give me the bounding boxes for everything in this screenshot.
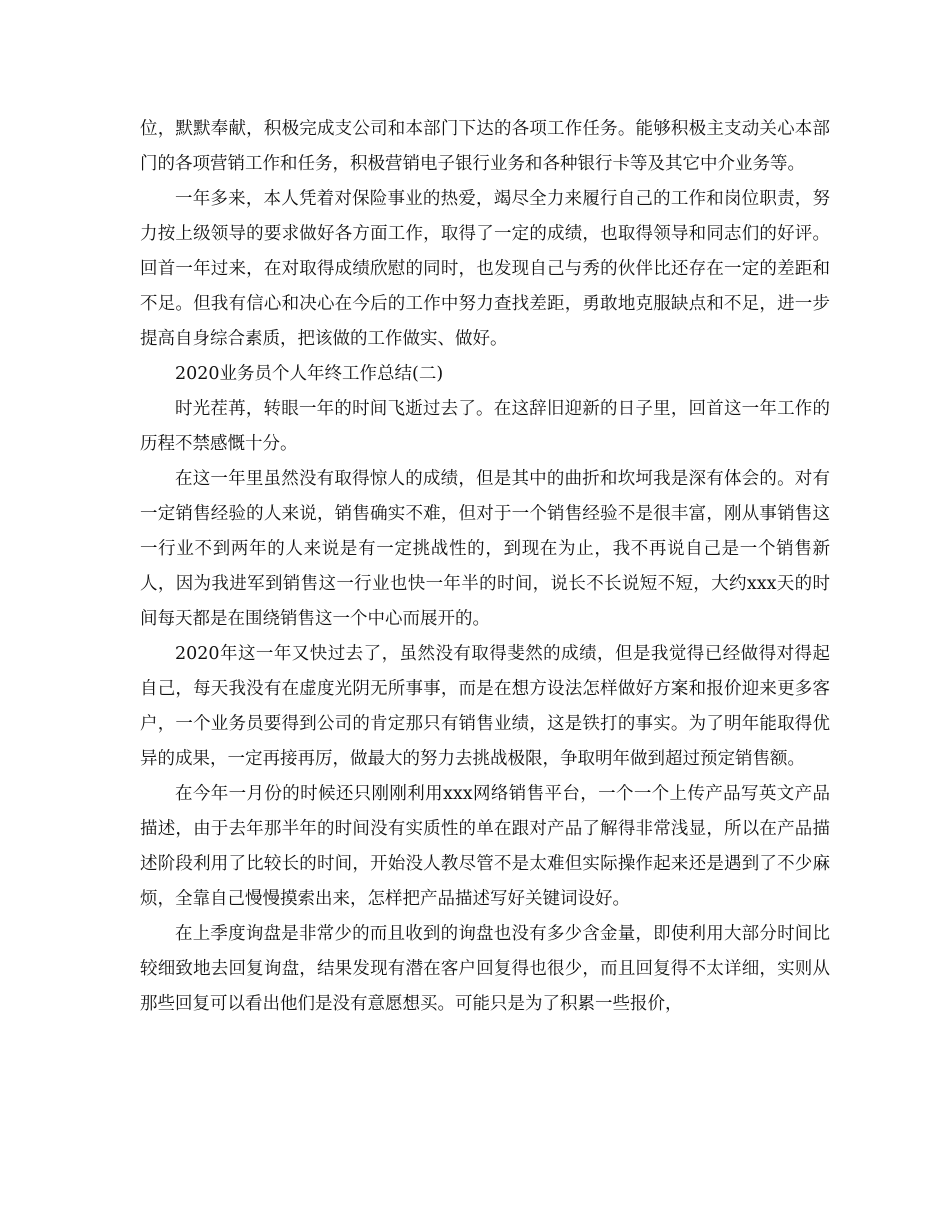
paragraph-last-quarter: 在上季度询盘是非常少的而且收到的询盘也没有多少含金量，即使利用大部分时间比较细致地去回复询盘，结果发现有潜在客户回复得也很少，而且回复得不太详细，实则从那些回复可以看出他们是没有意愿想买。可能只是为了积累一些报价， bbox=[140, 924, 830, 1014]
section-heading: 2020业务员个人年终工作总结(二) bbox=[175, 364, 444, 384]
paragraph-intro: 时光茬苒，转眼一年的时间飞逝过去了。在这辞旧迎新的日子里，回首这一年工作的历程不禁感慨十分。 bbox=[140, 399, 830, 454]
paragraph-january: 在今年一月份的时候还只刚刚利用xxx网络销售平台，一个一个上传产品写英文产品描述，由于去年那半年的时间没有实质性的单在跟对产品了解得非常浅显，所以在产品描述阶段利用了比较长的时间，开始没人教尽管不是太难但实际操作起来还是遇到了不少麻烦，全靠自己慢慢摸索出来，怎样把产品描述写好关键词设好。 bbox=[140, 784, 830, 909]
paragraph-continuation: 位，默默奉献，积极完成支公司和本部门下达的各项工作任务。能够积极主支动关心本部门的各项营销工作和任务，积极营销电子银行业务和各种银行卡等及其它中介业务等。 bbox=[140, 119, 830, 174]
paragraph-summary: 一年多来，本人凭着对保险事业的热爱，竭尽全力来履行自己的工作和岗位职责，努力按上级领导的要求做好各方面工作，取得了一定的成绩，也取得领导和同志们的好评。回首一年过来，在对取得成绩欣慰的同时，也发现自己与秀的伙伴比还存在一定的差距和不足。但我有信心和决心在今后的工作中努力查找差距，勇敢地克服缺点和不足，进一步提高自身综合素质，把该做的工作做实、做好。 bbox=[140, 189, 830, 349]
document-page bbox=[140, 112, 830, 1022]
paragraph-experience: 在这一年里虽然没有取得惊人的成绩，但是其中的曲折和坎坷我是深有体会的。对有一定销售经验的人来说，销售确实不难，但对于一个销售经验不是很丰富，刚从事销售这一行业不到两年的人来说是有一定挑战性的，到现在为止，我不再说自己是一个销售新人，因为我进军到销售这一行业也快一年半的时间，说长不长说短不短，大约xxx天的时间每天都是在围绕销售这一个中心而展开的。 bbox=[140, 469, 830, 629]
paragraph-year-review: 2020年这一年又快过去了，虽然没有取得斐然的成绩，但是我觉得已经做得对得起自己，每天我没有在虚度光阴无所事事，而是在想方设法怎样做好方案和报价迎来更多客户，一个业务员要得到公司的肯定那只有销售业绩，这是铁打的事实。为了明年能取得优异的成果，一定再接再厉，做最大的努力去挑战极限，争取明年做到超过预定销售额。 bbox=[140, 644, 830, 769]
